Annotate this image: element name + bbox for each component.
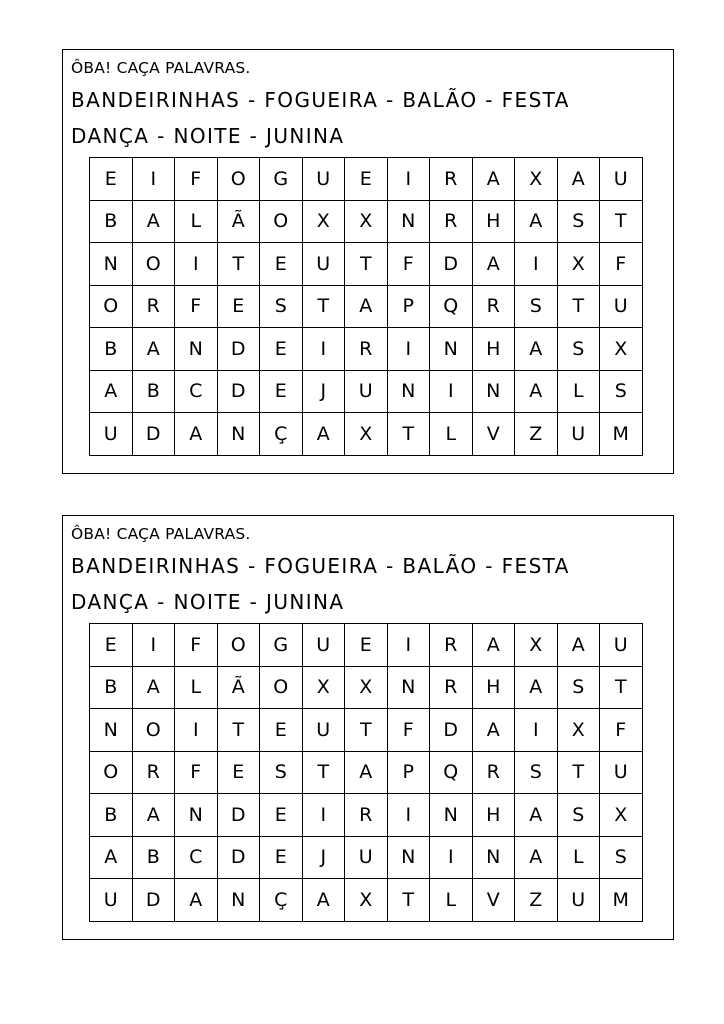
grid-cell: R [430,200,473,243]
grid-cell: D [430,709,473,752]
grid-cell: D [217,794,260,837]
grid-cell: B [132,836,175,879]
grid-cell: L [430,879,473,922]
grid-cell: E [345,158,388,201]
grid-cell: X [345,879,388,922]
grid-row [90,200,643,243]
worksheet-title: ÔBA! CAÇA PALAVRAS. [71,525,251,543]
grid-cell: H [472,328,515,371]
grid-cell: F [387,243,430,286]
grid-cell: T [302,285,345,328]
grid-cell: A [175,879,218,922]
grid-cell: E [217,285,260,328]
grid-cell: L [430,413,473,456]
grid-cell: A [515,200,558,243]
grid-cell: I [515,243,558,286]
grid-cell: N [175,328,218,371]
grid-cell: I [387,794,430,837]
grid-cell: G [260,158,303,201]
word-search-sheet-1 [62,49,674,474]
grid-cell: E [90,158,133,201]
grid-cell: R [345,794,388,837]
grid-row [90,285,643,328]
grid-cell: E [260,836,303,879]
grid-row [90,158,643,201]
grid-cell: J [302,370,345,413]
grid-cell: G [260,624,303,667]
grid-cell: H [472,200,515,243]
grid-cell: N [217,413,260,456]
grid-cell: N [175,794,218,837]
grid-cell: E [260,794,303,837]
grid-cell: X [600,794,643,837]
grid-cell: U [345,836,388,879]
grid-cell: I [430,836,473,879]
grid-row [90,666,643,709]
worksheet-title: ÔBA! CAÇA PALAVRAS. [71,59,251,77]
grid-cell: U [90,879,133,922]
grid-cell: C [175,836,218,879]
grid-cell: C [175,370,218,413]
grid-cell: R [430,666,473,709]
grid-cell: X [515,624,558,667]
grid-cell: X [600,328,643,371]
grid-cell: O [132,243,175,286]
grid-cell: N [430,328,473,371]
grid-cell: X [557,709,600,752]
grid-cell: O [217,158,260,201]
grid-cell: T [387,879,430,922]
grid-cell: N [217,879,260,922]
grid-cell: N [430,794,473,837]
grid-cell: V [472,879,515,922]
grid-cell: Ã [217,666,260,709]
word-search-sheet-2 [62,515,674,940]
word-list-line-1: BANDEIRINHAS - FOGUEIRA - BALÃO - FESTA [71,554,570,578]
grid-cell: F [175,624,218,667]
grid-cell: D [217,836,260,879]
grid-cell: E [260,370,303,413]
grid-row [90,328,643,371]
grid-row [90,624,643,667]
grid-cell: A [302,413,345,456]
grid-cell: A [515,370,558,413]
grid-cell: O [132,709,175,752]
grid-cell: A [132,666,175,709]
grid-cell: B [90,328,133,371]
grid-cell: I [132,158,175,201]
grid-cell: I [387,328,430,371]
grid-cell: A [90,370,133,413]
grid-cell: T [345,243,388,286]
grid-cell: S [260,751,303,794]
grid-row [90,794,643,837]
grid-cell: E [345,624,388,667]
grid-cell: S [260,285,303,328]
grid-cell: E [217,751,260,794]
grid-cell: F [600,709,643,752]
grid-cell: S [557,666,600,709]
grid-cell: F [175,285,218,328]
grid-cell: X [345,200,388,243]
grid-cell: A [472,243,515,286]
grid-cell: A [515,836,558,879]
grid-cell: T [302,751,345,794]
grid-cell: A [557,158,600,201]
grid-cell: S [557,794,600,837]
grid-cell: D [132,879,175,922]
grid-cell: O [217,624,260,667]
grid-cell: U [557,879,600,922]
grid-cell: U [90,413,133,456]
grid-cell: N [90,709,133,752]
grid-cell: D [430,243,473,286]
grid-cell: S [557,200,600,243]
grid-cell: S [600,836,643,879]
grid-cell: E [260,328,303,371]
grid-cell: N [387,666,430,709]
grid-cell: Z [515,879,558,922]
grid-cell: S [515,285,558,328]
grid-cell: L [175,666,218,709]
grid-cell: A [132,794,175,837]
grid-cell: A [132,328,175,371]
grid-cell: A [472,158,515,201]
grid-cell: S [557,328,600,371]
grid-row [90,879,643,922]
grid-cell: N [90,243,133,286]
grid-cell: X [302,666,345,709]
grid-cell: I [430,370,473,413]
grid-cell: D [217,328,260,371]
grid-cell: D [217,370,260,413]
grid-cell: I [515,709,558,752]
grid-cell: I [302,328,345,371]
grid-row [90,243,643,286]
grid-row [90,370,643,413]
grid-cell: X [302,200,345,243]
grid-cell: N [387,200,430,243]
grid-cell: O [260,666,303,709]
grid-cell: X [515,158,558,201]
grid-cell: U [600,158,643,201]
grid-cell: I [387,624,430,667]
grid-cell: I [175,709,218,752]
grid-cell: S [515,751,558,794]
grid-cell: A [175,413,218,456]
grid-row [90,709,643,752]
grid-cell: V [472,413,515,456]
grid-row [90,413,643,456]
word-list-line-2: DANÇA - NOITE - JUNINA [71,590,345,614]
grid-cell: F [175,158,218,201]
grid-cell: M [600,879,643,922]
grid-cell: A [302,879,345,922]
grid-cell: M [600,413,643,456]
word-list-line-2: DANÇA - NOITE - JUNINA [71,124,345,148]
grid-cell: T [217,243,260,286]
grid-cell: B [90,200,133,243]
grid-cell: T [557,285,600,328]
grid-cell: T [217,709,260,752]
grid-cell: P [387,285,430,328]
grid-cell: R [430,158,473,201]
grid-cell: L [175,200,218,243]
grid-cell: R [132,751,175,794]
grid-cell: B [132,370,175,413]
grid-cell: Z [515,413,558,456]
grid-cell: A [345,751,388,794]
grid-cell: F [600,243,643,286]
letter-grid [89,157,643,456]
grid-cell: R [132,285,175,328]
grid-cell: D [132,413,175,456]
grid-cell: X [345,413,388,456]
grid-cell: B [90,794,133,837]
grid-row [90,836,643,879]
grid-cell: F [387,709,430,752]
grid-cell: O [90,285,133,328]
grid-cell: B [90,666,133,709]
grid-cell: I [387,158,430,201]
grid-cell: R [472,751,515,794]
grid-cell: X [557,243,600,286]
grid-cell: T [600,200,643,243]
grid-cell: N [387,836,430,879]
grid-cell: N [387,370,430,413]
grid-row [90,751,643,794]
grid-cell: Ç [260,413,303,456]
grid-cell: O [90,751,133,794]
grid-cell: R [472,285,515,328]
grid-cell: J [302,836,345,879]
grid-cell: U [302,709,345,752]
grid-cell: U [302,243,345,286]
grid-cell: A [557,624,600,667]
grid-cell: Q [430,751,473,794]
grid-cell: E [260,243,303,286]
grid-cell: O [260,200,303,243]
grid-cell: L [557,370,600,413]
grid-cell: N [472,836,515,879]
grid-cell: R [430,624,473,667]
letter-grid [89,623,643,922]
grid-cell: I [132,624,175,667]
grid-cell: U [302,158,345,201]
word-list-line-1: BANDEIRINHAS - FOGUEIRA - BALÃO - FESTA [71,88,570,112]
grid-cell: H [472,666,515,709]
grid-cell: E [260,709,303,752]
grid-cell: T [345,709,388,752]
grid-cell: X [345,666,388,709]
grid-cell: E [90,624,133,667]
grid-cell: A [472,624,515,667]
grid-cell: H [472,794,515,837]
grid-cell: U [557,413,600,456]
grid-cell: U [600,285,643,328]
grid-cell: S [600,370,643,413]
grid-cell: T [557,751,600,794]
grid-cell: U [345,370,388,413]
grid-cell: L [557,836,600,879]
grid-cell: Ã [217,200,260,243]
grid-cell: T [600,666,643,709]
grid-cell: A [90,836,133,879]
grid-cell: Ç [260,879,303,922]
grid-cell: A [515,328,558,371]
grid-cell: Q [430,285,473,328]
grid-cell: A [515,794,558,837]
grid-cell: I [302,794,345,837]
grid-cell: I [175,243,218,286]
grid-cell: A [132,200,175,243]
grid-cell: N [472,370,515,413]
grid-cell: F [175,751,218,794]
grid-cell: A [345,285,388,328]
grid-cell: R [345,328,388,371]
grid-cell: A [515,666,558,709]
grid-cell: U [302,624,345,667]
grid-cell: A [472,709,515,752]
grid-cell: U [600,751,643,794]
grid-cell: T [387,413,430,456]
grid-cell: U [600,624,643,667]
grid-cell: P [387,751,430,794]
